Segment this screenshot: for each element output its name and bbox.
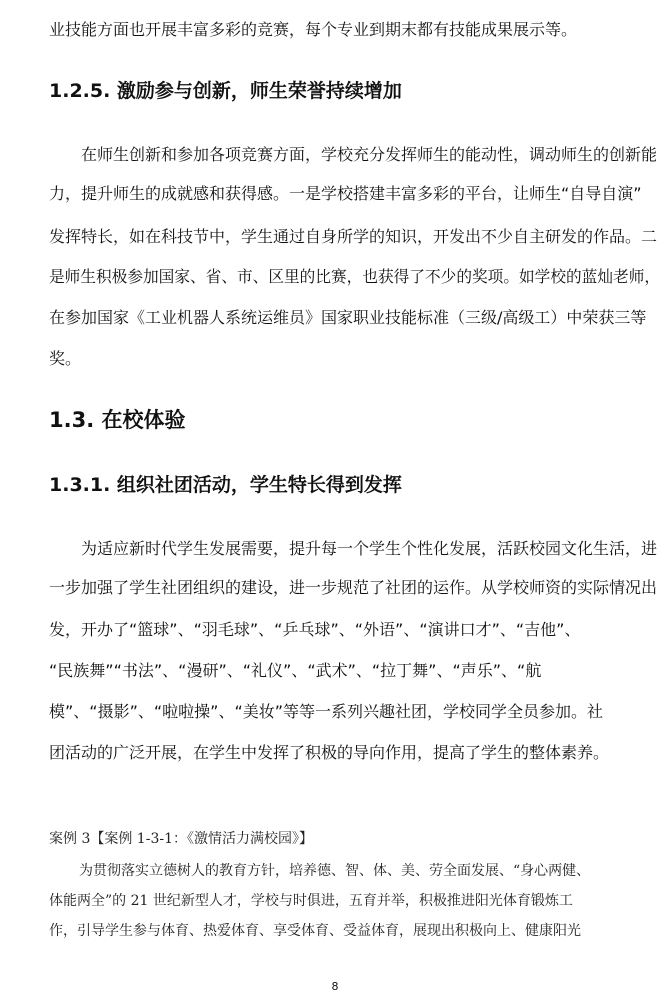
paragraph-line: 是师生积极参加国家、省、市、区里的比赛，也获得了不少的奖项。如学校的蓝灿老师， — [49, 267, 661, 286]
paragraph-line: 奖。 — [49, 349, 82, 368]
page-number: 8 — [331, 980, 339, 993]
paragraph-line: 业技能方面也开展丰富多彩的竞赛，每个专业到期末都有技能成果展示等。 — [49, 20, 578, 39]
case-line: 体能两全”的 21 世纪新型人才，学校与时俱进，五育并举，积极推进阳光体育锻炼工 — [49, 893, 573, 909]
case-line: 作，引导学生参与体育、热爱体育、享受体育、受益体育，展现出积极向上、健康阳光 — [49, 923, 581, 939]
paragraph-line: 一步加强了学生社团组织的建设，进一步规范了社团的运作。从学校师资的实际情况出 — [49, 578, 658, 597]
section-heading-1-2-5: 1.2.5. 激励参与创新，师生荣誉持续增加 — [49, 80, 402, 102]
paragraph-line: “民族舞”“书法”、“漫研”、“礼仪”、“武术”、“拉丁舞”、“声乐”、“航 — [49, 661, 542, 680]
paragraph-line: 在师生创新和参加各项竞赛方面，学校充分发挥师生的能动性，调动师生的创新能 — [81, 145, 658, 164]
paragraph-line: 发，开办了“篮球”、“羽毛球”、“乒乓球”、“外语”、“演讲口才”、“吉他”、 — [49, 620, 581, 639]
paragraph-line: 团活动的广泛开展，在学生中发挥了积极的导向作用，提高了学生的整体素养。 — [49, 743, 610, 762]
section-heading-1-3: 1.3. 在校体验 — [49, 408, 186, 432]
section-heading-1-3-1: 1.3.1. 组织社团活动，学生特长得到发挥 — [49, 474, 402, 496]
paragraph-line: 模”、“摄影”、“啦啦操”、“美妆”等等一系列兴趣社团，学校同学全员参加。社 — [49, 702, 604, 721]
case-line: 为贯彻落实立德树人的教育方针，培养德、智、体、美、劳全面发展、“身心两健、 — [79, 863, 591, 879]
case-title: 案例 3【案例 1-3-1：《激情活力满校园》】 — [49, 831, 313, 847]
paragraph-line: 发挥特长，如在科技节中，学生通过自身所学的知识，开发出不少自主研发的作品。二 — [49, 227, 658, 246]
paragraph-line: 力，提升师生的成就感和获得感。一是学校搭建丰富多彩的平台，让师生“自导自演” — [49, 184, 642, 203]
paragraph-line: 为适应新时代学生发展需要，提升每一个学生个性化发展，活跃校园文化生活，进 — [81, 539, 658, 558]
paragraph-line: 在参加国家《工业机器人系统运维员》国家职业技能标准（三级/高级工）中荣获三等 — [49, 308, 647, 327]
